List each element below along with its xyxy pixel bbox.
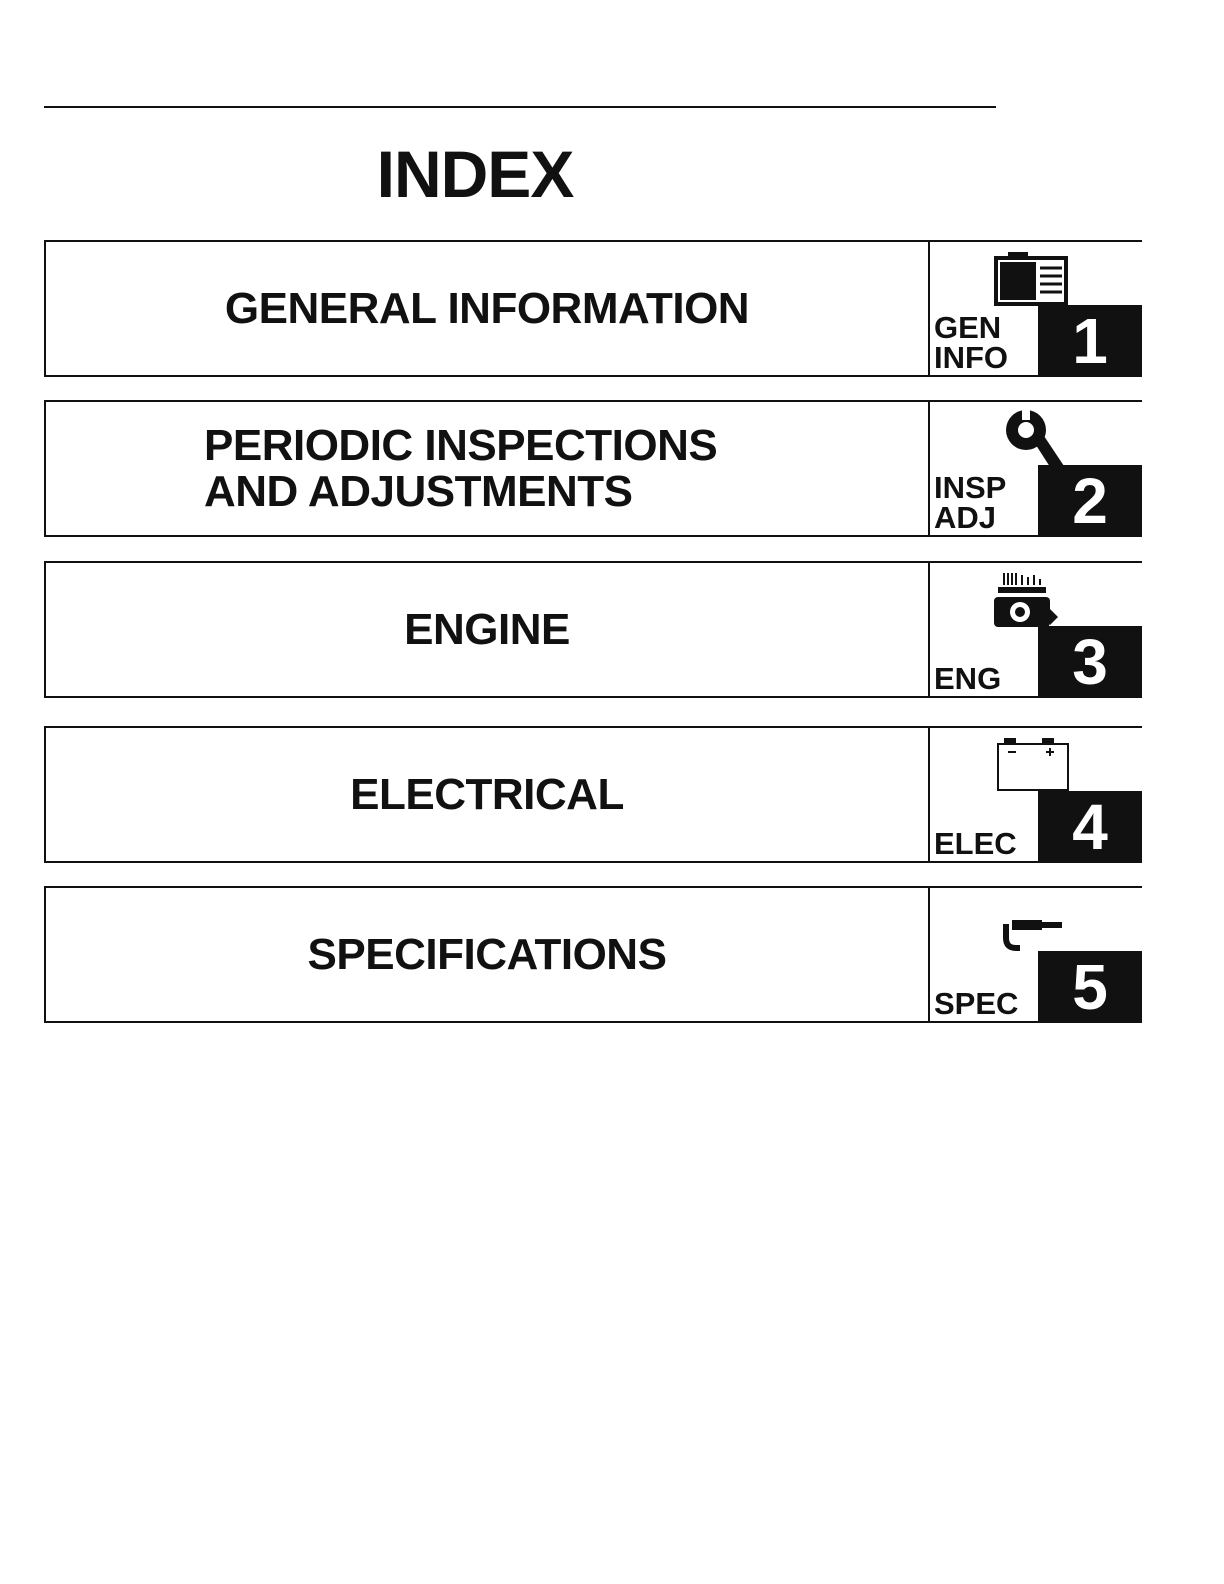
section-electrical[interactable] xyxy=(44,726,1144,863)
section-label: PERIODIC INSPECTIONS AND ADJUSTMENTS xyxy=(204,420,718,516)
battery-icon xyxy=(986,734,1076,796)
section-number: 2 xyxy=(1038,465,1142,535)
section-box[interactable] xyxy=(44,561,930,698)
section-abbr: GEN INFO xyxy=(934,310,1009,375)
section-abbr: SPEC xyxy=(934,986,1019,1021)
section-abbr: ELEC xyxy=(934,826,1017,861)
section-number: 4 xyxy=(1038,791,1142,861)
section-tab[interactable] xyxy=(928,561,1142,698)
micrometer-icon xyxy=(986,894,1076,956)
section-number: 5 xyxy=(1038,951,1142,1021)
section-tab[interactable] xyxy=(928,240,1142,377)
section-tab[interactable] xyxy=(928,886,1142,1023)
section-tab[interactable] xyxy=(928,726,1142,863)
section-box[interactable] xyxy=(44,240,930,377)
section-tab[interactable] xyxy=(928,400,1142,537)
top-rule xyxy=(44,106,996,108)
section-abbr: INSP ADJ xyxy=(934,470,1007,535)
section-box[interactable] xyxy=(44,726,930,863)
section-box[interactable] xyxy=(44,886,930,1023)
manual-book-icon xyxy=(986,248,1076,310)
section-engine[interactable] xyxy=(44,561,1144,698)
section-number: 3 xyxy=(1038,626,1142,696)
section-box[interactable] xyxy=(44,400,930,537)
page-title: INDEX xyxy=(376,137,574,211)
section-general-information[interactable] xyxy=(44,240,1144,377)
section-abbr: ENG xyxy=(934,661,1002,696)
wrench-icon xyxy=(986,408,1076,470)
section-label: GENERAL INFORMATION xyxy=(224,283,750,333)
section-label: SPECIFICATIONS xyxy=(307,929,667,979)
section-periodic-inspections[interactable] xyxy=(44,400,1144,537)
section-specifications[interactable] xyxy=(44,886,1144,1023)
section-label: ENGINE xyxy=(404,604,570,654)
engine-icon xyxy=(986,569,1076,631)
section-label: ELECTRICAL xyxy=(350,769,624,819)
section-number: 1 xyxy=(1038,305,1142,375)
